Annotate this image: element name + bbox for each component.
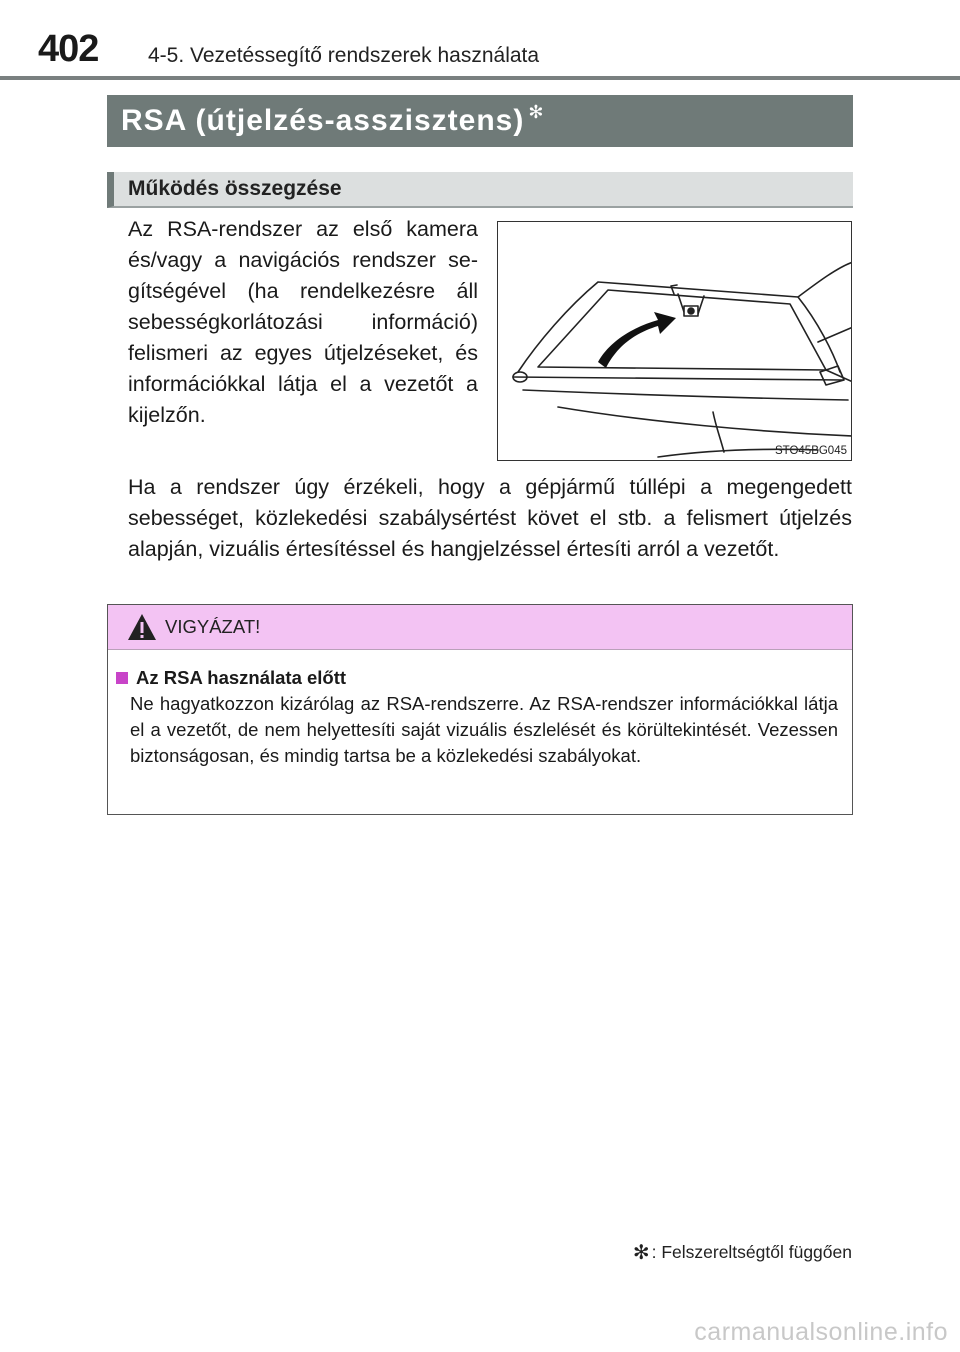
body-paragraph: Ha a rendszer úgy érzékeli, hogy a gépjármű túllépi a megengedett sebességet, közlekedési szabálysértést követ el stb. a felismert útjelzés alapján, vizuális értesítéssel és hangjelzéssel értesíti arról a vezetőt. xyxy=(128,475,852,561)
title-band xyxy=(107,95,853,147)
title-asterisk: ✻ xyxy=(528,101,544,122)
figure-code: STO45BG045 xyxy=(774,445,847,457)
footnote-asterisk-icon: ✻ xyxy=(632,1242,650,1264)
section-heading-bar xyxy=(107,172,853,208)
section-heading: Működés összegzése xyxy=(128,177,342,200)
intro-paragraph: Az RSA-rendszer az első kamera és/vagy a navigációs rendszer segítségével (ha rendelkezésre áll sebességkorlátozási információ) felismeri az egyes útjelzéseket, és információkkal látja el a vezetőt a kijelzőn. xyxy=(128,217,478,427)
caution-item-title xyxy=(116,667,346,689)
square-bullet-icon xyxy=(116,672,128,684)
page-title: RSA (útjelzés-asszisztens) xyxy=(121,104,525,137)
windshield-camera-figure xyxy=(497,221,852,461)
footnote xyxy=(633,1240,852,1265)
page-number: 402 xyxy=(38,28,99,70)
caution-label: VIGYÁZAT! xyxy=(165,616,261,637)
caution-item-text: Ne hagyatkozzon kizárólag az RSA-rendszerre. Az RSA-rendszer információkkal látja el a vezetőt, de nem helyettesíti saját vizuális észlelését és körültekintését. Vezessen biztonságosan, és mindig tartsa be a közlekedési szabályokat. xyxy=(130,693,838,766)
footnote-text: : Felszereltségtől függően xyxy=(651,1242,852,1262)
watermark: carmanualsonline.info xyxy=(694,1318,948,1346)
windshield-illustration xyxy=(498,222,852,461)
header-rule xyxy=(0,76,960,80)
caution-box xyxy=(107,604,853,815)
warning-icon xyxy=(127,613,157,641)
caution-item-heading: Az RSA használata előtt xyxy=(136,667,347,688)
caution-header xyxy=(108,605,852,650)
chapter-title: 4-5. Vezetéssegítő rendszerek használata xyxy=(148,44,540,67)
